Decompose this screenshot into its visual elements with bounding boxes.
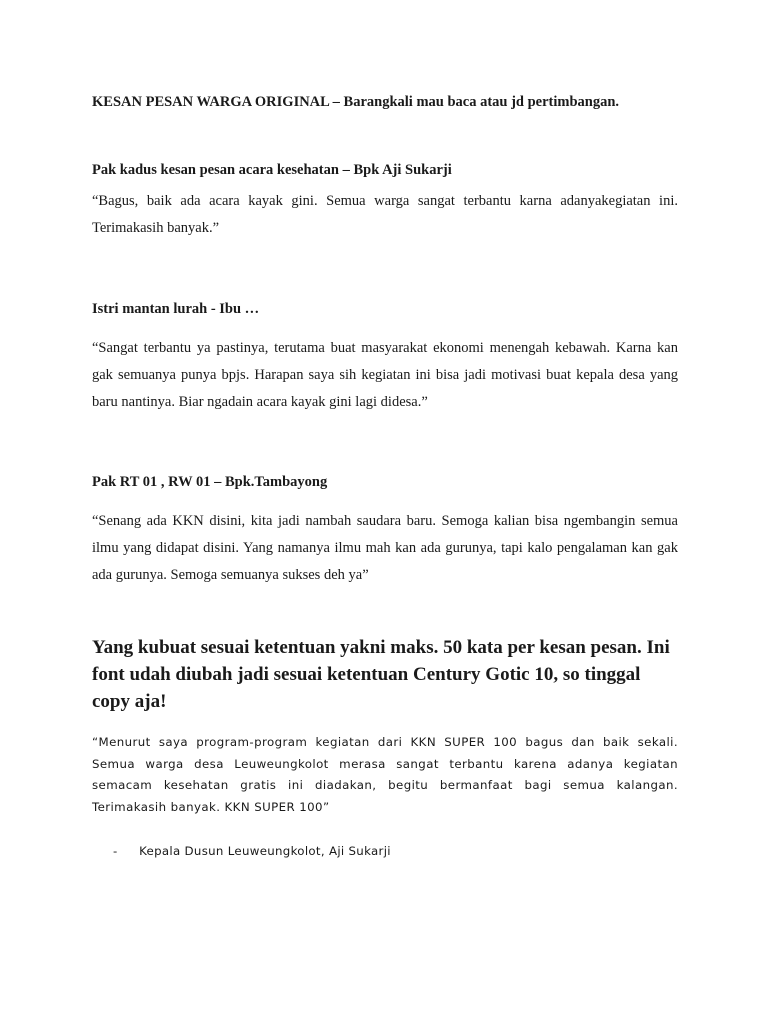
document-title: KESAN PESAN WARGA ORIGINAL – Barangkali mau baca atau jd pertimbangan. <box>92 94 620 110</box>
section-3 <box>92 472 678 492</box>
section-3-quote-block <box>92 508 678 589</box>
document-title-block <box>92 92 678 112</box>
section-1-quote: “Bagus, baik ada acara kayak gini. Semua warga sangat terbantu karna adanyakegiatan ini. Terimakasih banyak.” <box>92 193 678 236</box>
final-quote-block <box>92 732 678 818</box>
attribution-text: Kepala Dusun Leuweungkolot, Aji Sukarji <box>139 844 391 858</box>
attribution-dash: - <box>113 844 118 858</box>
section-3-quote: “Senang ada KKN disini, kita jadi nambah saudara baru. Semoga kalian bisa ngembangin semua ilmu yang didapat disini. Yang namanya ilmu mah kan ada gurunya, tapi kalo pengalaman kan gak ada gurunya. Semoga semuanya sukses deh ya” <box>92 513 678 583</box>
section-2-quote: “Sangat terbantu ya pastinya, terutama buat masyarakat ekonomi menengah kebawah. Karna kan gak semuanya punya bpjs. Harapan saya sih kegiatan ini bisa jadi motivasi buat kepala desa yang baru nantinya. Biar ngadain acara kayak gini lagi didesa.” <box>92 340 678 410</box>
attribution-line <box>113 841 391 862</box>
section-2-heading: Istri mantan lurah - Ibu … <box>92 301 260 317</box>
section-3-heading: Pak RT 01 , RW 01 – Bpk.Tambayong <box>92 474 328 490</box>
section-1-quote-block <box>92 188 678 242</box>
section-1-heading: Pak kadus kesan pesan acara kesehatan – Bpk Aji Sukarji <box>92 162 452 178</box>
section-2-quote-block <box>92 335 678 416</box>
section-1 <box>92 160 678 180</box>
section-2 <box>92 299 678 319</box>
format-note: Yang kubuat sesuai ketentuan yakni maks. 50 kata per kesan pesan. Ini font udah diubah jadi sesuai ketentuan Century Gotic 10, so tinggal copy aja! <box>92 637 670 712</box>
final-quote: “Menurut saya program-program kegiatan dari KKN SUPER 100 bagus dan baik sekali. Semua warga desa Leuweungkolot merasa sangat terbantu karena adanya kegiatan semacam kesehatan gratis ini diadakan, begitu bermanfaat bagi semua kalangan. Terimakasih banyak. KKN SUPER 100” <box>92 735 678 814</box>
note-block <box>92 634 682 715</box>
